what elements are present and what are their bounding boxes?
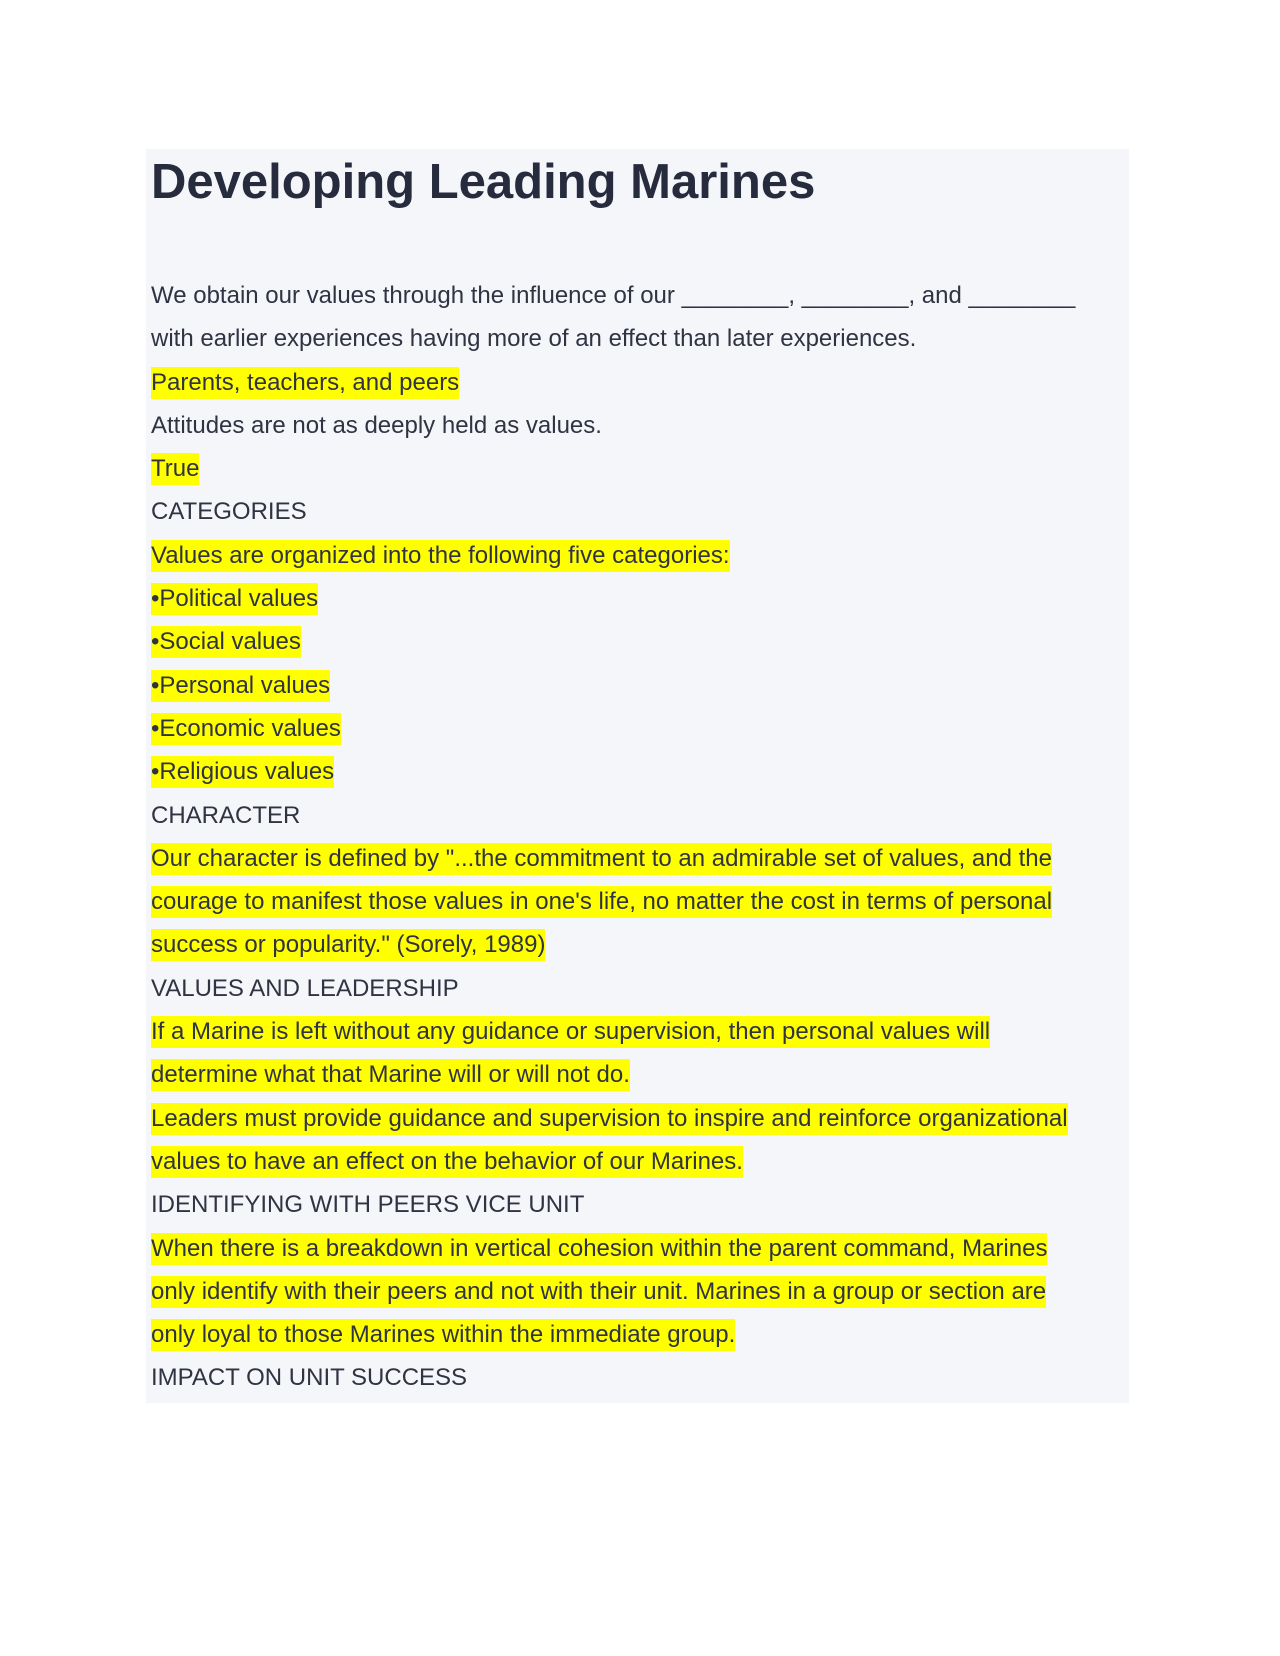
section-heading-line <box>151 967 1121 1010</box>
highlighted-text: Parents, teachers, and peers <box>151 367 459 399</box>
answer-text-line <box>151 1313 1121 1356</box>
highlighted-text: True <box>151 453 199 485</box>
answer-text-line <box>151 1227 1121 1270</box>
highlighted-text: •Political values <box>151 583 318 615</box>
section-heading-line <box>151 794 1121 837</box>
answer-text-line <box>151 1097 1121 1140</box>
question-text-line <box>151 404 1121 447</box>
highlighted-text: •Economic values <box>151 713 341 745</box>
text: IDENTIFYING WITH PEERS VICE UNIT <box>151 1191 585 1219</box>
text: IMPACT ON UNIT SUCCESS <box>151 1364 468 1392</box>
document-title: Developing Leading Marines <box>151 155 816 209</box>
answer-text-line <box>151 837 1121 880</box>
answer-text-line <box>151 620 1121 663</box>
text: with earlier experiences having more of an effect than later experiences. <box>151 325 917 353</box>
answer-text-line <box>151 664 1121 707</box>
highlighted-text: courage to manifest those values in one's life, no matter the cost in terms of personal <box>151 886 1052 918</box>
question-text-line <box>151 274 1121 317</box>
highlighted-text: When there is a breakdown in vertical cohesion within the parent command, Marines <box>151 1233 1047 1265</box>
highlighted-text: •Social values <box>151 626 301 658</box>
answer-text-line <box>151 447 1121 490</box>
text: CHARACTER <box>151 801 301 829</box>
answer-text-line <box>151 534 1121 577</box>
answer-text-line <box>151 361 1121 404</box>
answer-text-line <box>151 880 1121 923</box>
highlighted-text: only loyal to those Marines within the immediate group. <box>151 1319 735 1351</box>
section-heading-line <box>151 1356 1121 1399</box>
answer-text-line <box>151 707 1121 750</box>
answer-text-line <box>151 1270 1121 1313</box>
answer-text-line <box>151 1053 1121 1096</box>
section-heading-line <box>151 490 1121 533</box>
answer-text-line <box>151 923 1121 966</box>
answer-text-line <box>151 1140 1121 1183</box>
highlighted-text: Leaders must provide guidance and supervision to inspire and reinforce organizational <box>151 1103 1068 1135</box>
answer-text-line <box>151 577 1121 620</box>
answer-text-line <box>151 1010 1121 1053</box>
highlighted-text: •Religious values <box>151 756 334 788</box>
document-body <box>151 274 1121 1400</box>
question-text-line <box>151 317 1121 360</box>
text: We obtain our values through the influence of our ________, ________, and ________ <box>151 282 1076 309</box>
highlighted-text: values to have an effect on the behavior of our Marines. <box>151 1146 743 1178</box>
section-heading-line <box>151 1183 1121 1226</box>
text: VALUES AND LEADERSHIP <box>151 974 459 1002</box>
highlighted-text: success or popularity." (Sorely, 1989) <box>151 929 545 961</box>
text: Attitudes are not as deeply held as values. <box>151 411 602 439</box>
highlighted-text: determine what that Marine will or will not do. <box>151 1059 630 1091</box>
highlighted-text: Values are organized into the following five categories: <box>151 540 730 572</box>
text: CATEGORIES <box>151 498 307 526</box>
highlighted-text: Our character is defined by "...the commitment to an admirable set of values, and the <box>151 843 1052 875</box>
answer-text-line <box>151 750 1121 793</box>
highlighted-text: If a Marine is left without any guidance or supervision, then personal values will <box>151 1016 990 1048</box>
highlighted-text: •Personal values <box>151 670 330 702</box>
highlighted-text: only identify with their peers and not with their unit. Marines in a group or section are <box>151 1276 1046 1308</box>
